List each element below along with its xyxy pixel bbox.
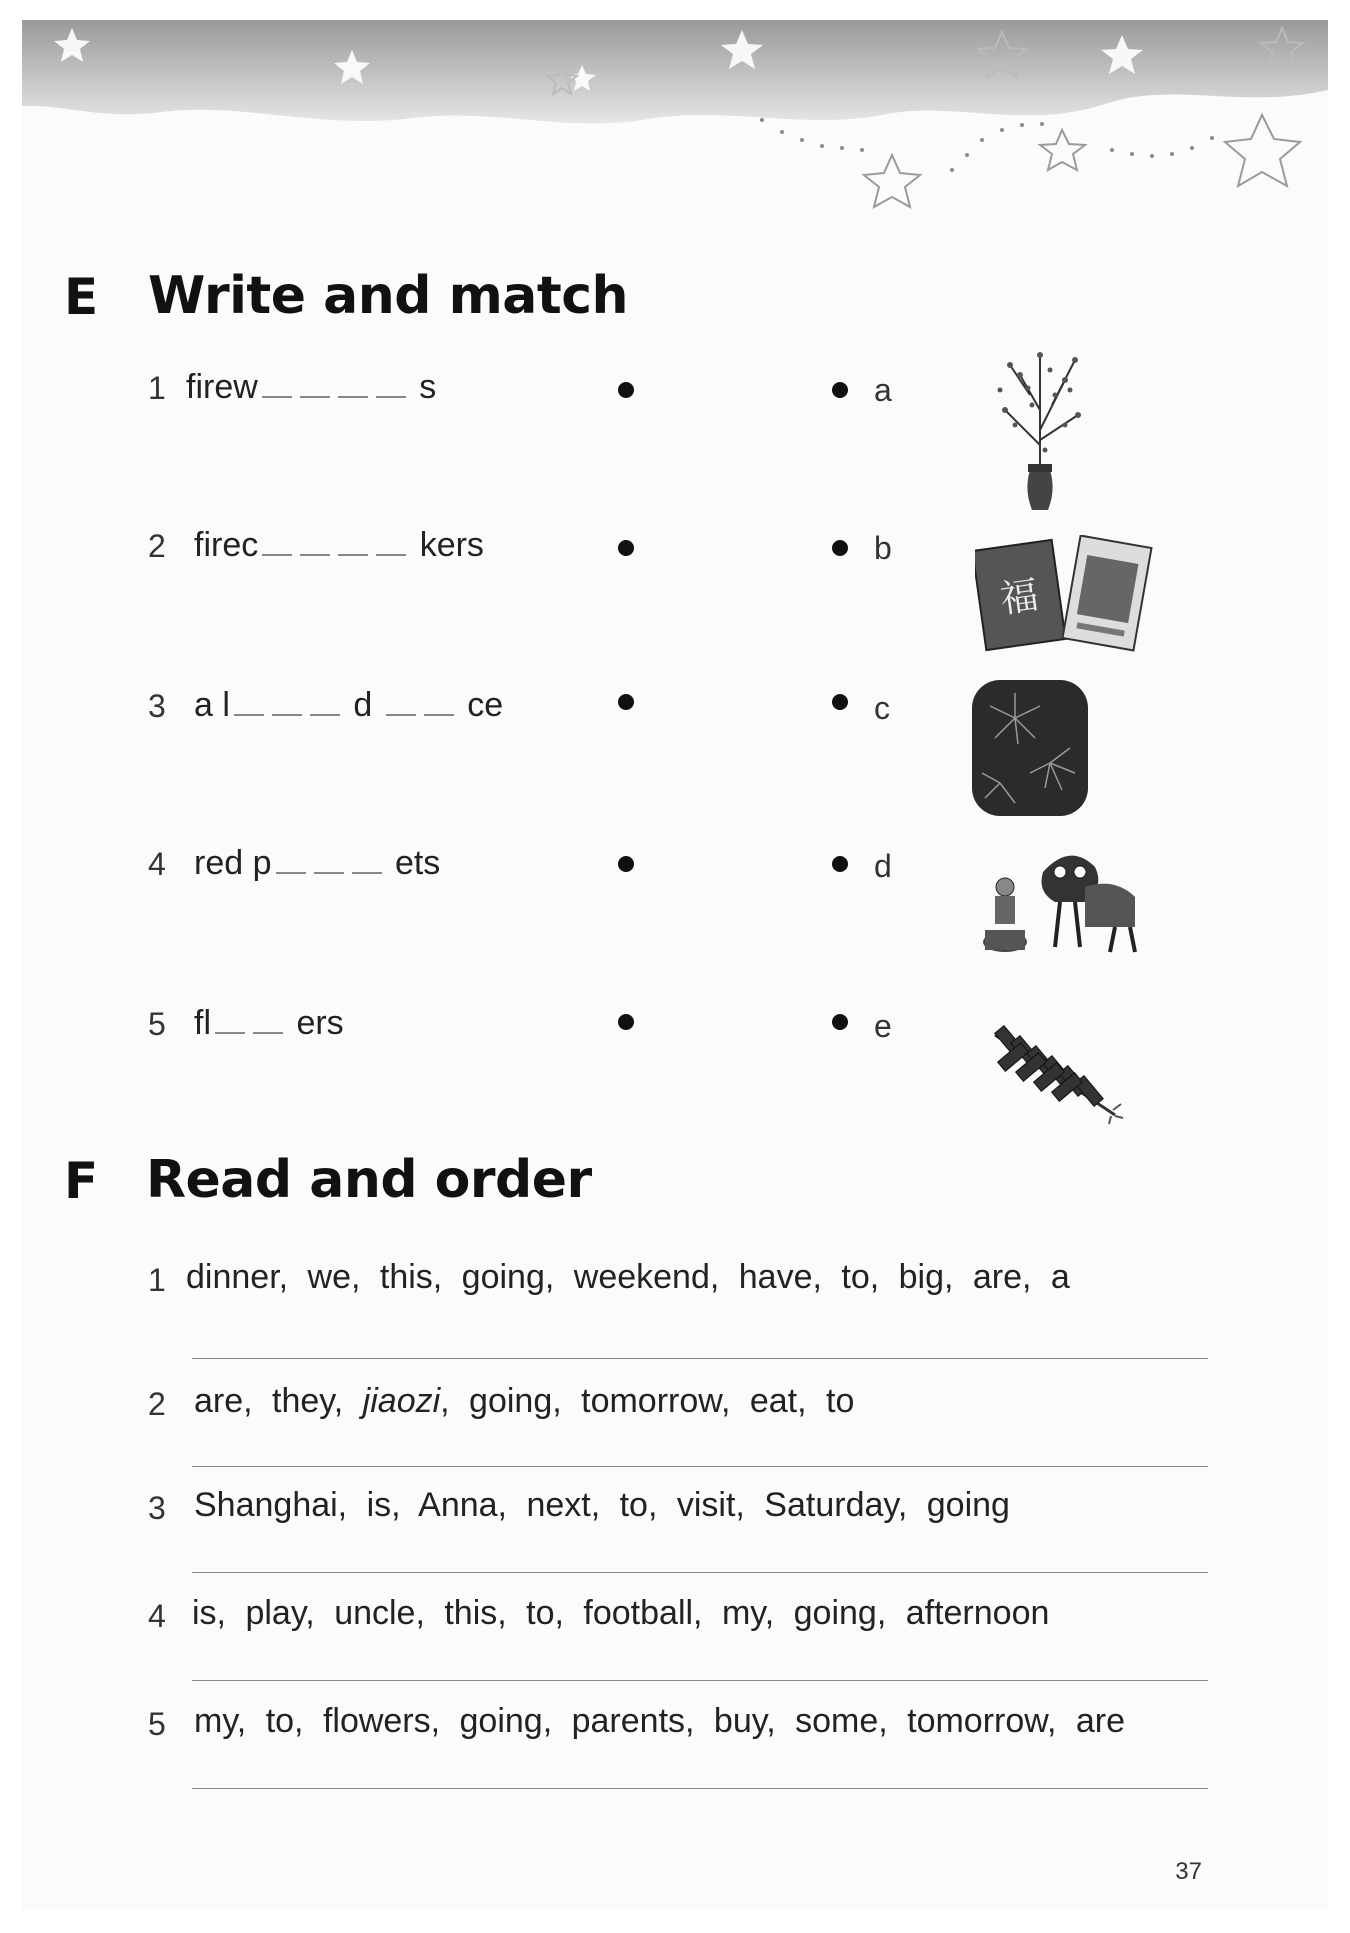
word-middle: d [353,686,373,724]
item-number: 1 [148,1262,166,1298]
answer-line[interactable] [192,1788,1208,1789]
spring-couplets-icon [975,535,1155,665]
option-letter: a [874,372,892,408]
word-end: s [419,368,437,406]
word-puzzle [194,526,484,565]
page-number: 37 [1175,1858,1202,1885]
letter-blank[interactable] [424,690,454,716]
option-letter: e [874,1008,892,1044]
match-dot-left[interactable] [618,382,634,398]
firecrackers-icon [985,1020,1125,1125]
match-dot-right[interactable] [832,382,848,398]
letter-blank[interactable] [376,372,406,398]
word-puzzle [194,686,503,725]
match-dot-left[interactable] [618,694,634,710]
fireworks-photo [970,678,1090,818]
word-start: fl [194,1004,211,1042]
word-list: my, to, flowers, going, parents, buy, some, tomorrow, are [194,1702,1125,1740]
section-e-title: Write and match [148,266,629,326]
word-end: kers [419,526,484,564]
match-dot-left[interactable] [618,540,634,556]
match-dot-right[interactable] [832,694,848,710]
letter-blank[interactable] [314,848,344,874]
svg-text:福: 福 [997,572,1042,622]
word-list: Shanghai, is, Anna, next, to, visit, Saturday, going [194,1486,1010,1524]
item-number: 4 [148,1598,166,1634]
word-list: is, play, uncle, this, to, football, my, going, afternoon [192,1594,1050,1632]
word-puzzle [186,368,436,407]
letter-blank[interactable] [272,690,302,716]
item-number: 3 [148,688,166,724]
item-number: 3 [148,1490,166,1526]
letter-blank[interactable] [262,372,292,398]
item-number: 5 [148,1706,166,1742]
letter-blank[interactable] [234,690,264,716]
letter-blank[interactable] [338,530,368,556]
word-list: dinner, we, this, going, weekend, have, to, big, are, a [186,1258,1070,1296]
letter-blank[interactable] [276,848,306,874]
letter-blank[interactable] [338,372,368,398]
item-number: 4 [148,846,166,882]
letter-blank[interactable] [386,690,416,716]
word-puzzle [194,844,440,883]
word-jiaozi: jiaozi [362,1382,441,1420]
word-end: ets [394,844,441,882]
answer-line[interactable] [192,1466,1208,1467]
letter-blank[interactable] [262,530,292,556]
word-end: ce [467,686,504,724]
section-f-letter: F [64,1152,99,1210]
answer-line[interactable] [192,1680,1208,1681]
item-number: 5 [148,1006,166,1042]
match-dot-left[interactable] [618,856,634,872]
letter-blank[interactable] [300,530,330,556]
star-banner [22,20,1328,240]
letter-blank[interactable] [376,530,406,556]
match-dot-left[interactable] [618,1014,634,1030]
word-list-end: , going, tomorrow, eat, to [440,1382,855,1420]
word-list-start: are, they, [194,1382,363,1420]
letter-blank[interactable] [310,690,340,716]
section-f-title: Read and order [146,1150,592,1210]
word-start: firec [194,526,259,564]
word-start: a l [194,686,230,724]
letter-blank[interactable] [215,1008,245,1034]
section-e-letter: E [64,268,99,326]
match-dot-right[interactable] [832,856,848,872]
lion-dance-icon [975,842,1145,962]
word-end: ers [296,1004,344,1042]
item-number: 2 [148,1386,166,1422]
answer-line[interactable] [192,1358,1208,1359]
word-start: firew [186,368,258,406]
letter-blank[interactable] [300,372,330,398]
item-number: 1 [148,370,166,406]
option-letter: b [874,530,892,566]
item-number: 2 [148,528,166,564]
answer-line[interactable] [192,1572,1208,1573]
word-puzzle [194,1004,344,1043]
word-list [194,1382,854,1421]
letter-blank[interactable] [352,848,382,874]
option-letter: c [874,690,890,726]
blossom-vase-icon [980,350,1100,520]
match-dot-right[interactable] [832,540,848,556]
match-dot-right[interactable] [832,1014,848,1030]
option-letter: d [874,848,892,884]
letter-blank[interactable] [253,1008,283,1034]
word-start: red p [194,844,272,882]
